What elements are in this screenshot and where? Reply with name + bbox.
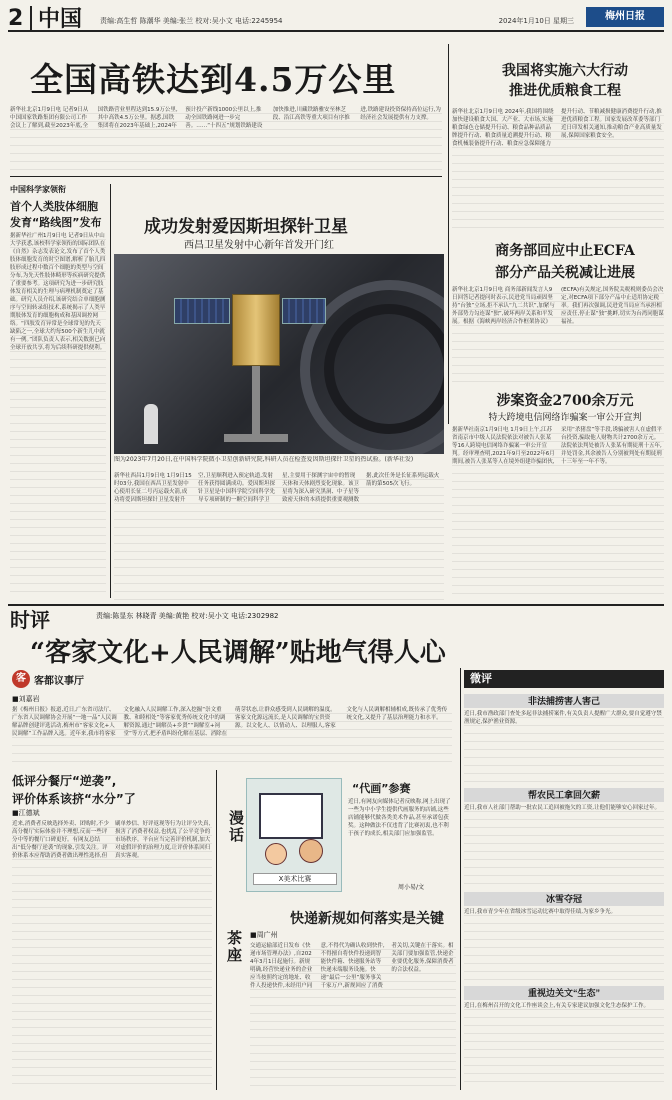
cells-headline-1: 首个人类肢体细胞 (10, 200, 98, 213)
brief-comments-title: 微评 (464, 670, 664, 688)
fraud-article-body: 据新华社南京1月9日电 1月9日上午,江苏省南京市中级人民法院依法对被告人张某等16人跨境电信网络诈骗案一审公开宣判。经审理查明,2021年9月至2022年6月期间,被告人张某等人在境外组建诈骗团伙,采用“杀猪盘”等手段,诱骗被害人在虚假平台投资,骗取他人财物共计2700余万元。法院依法判处被告人张某有期徒刑十五年,并处罚金,其余被告人分别被判处有期徒刑十三年至一年不等。 (452, 426, 664, 600)
meals-headline-2: 评价体系该挤“水分”了 (12, 792, 136, 806)
opinion-editor-credits: 责编:陈显东 林晓青 美编:黄艳 校对:吴小文 电话:2302982 (96, 612, 279, 620)
brief-comments-sidebar (464, 670, 664, 1090)
adult-figure (299, 839, 323, 863)
opinion-headline: “客家文化+人民调解”贴地气得人心 (30, 638, 446, 668)
column-logo-icon: 客 (12, 670, 30, 688)
column-divider (110, 184, 111, 598)
cartoon-box (222, 770, 454, 904)
grain-article-body: 新华社北京1月9日电 2024年,我国将围绕加快建设粮食大国、大产业、大市场,实施粮食绿色仓储提升行动、粮食品种品质品牌提升行动、粮食质量追溯提升行动、粮食机械装备提升行动、粮食应急保障能力提升行动、节粮减损健康消费提升行动,推进优质粮食工程。国家发展改革委等部门近日印发相关通知,推动粮食产业高质量发展,保障国家粮食安全。 (452, 108, 664, 228)
cartoon-illustration (246, 778, 342, 892)
opinion-section-title: 时评 (10, 608, 50, 632)
cartoon-label: 漫话 (227, 810, 245, 844)
cells-article-body: 据新华社广州1月9日电 记者9日从中山大学获悉,该校科学家领衔的国际团队在《自然》杂志发表论文,发布了首个人类肢体细胞发育的时空图谱,解析了胎儿四肢形成过程中数百个细胞的类型与空间分布,为先天性肢体畸形等疾病研究提供了重要参考。这项研究为进一步研究肢体发育相关的生理与病理机制奠定了基础。研究人员介绍,该研究结合单细胞测序与空间转录组技术,系统揭示了人类早期肢体发育的细胞构成和基因调控网络。“四肢发育异常是全球常见的先天缺陷之一,全球大约每500个新生儿中就有一例。”团队负责人表示,相关数据已向全球开放共享,将为后续科研提供便利。 (10, 232, 106, 598)
meals-author: ■江德斌 (12, 809, 40, 817)
column-badge (12, 670, 84, 688)
brief-item-title: 帮农民工拿回欠薪 (464, 788, 664, 802)
lead-article-body: 新华社北京1月9日电 记者9日从中国国家铁路集团有限公司工作会议上了解到,截至2023年底,全国铁路营业里程达到15.9万公里,其中高铁4.5万公里。据悉,国铁集团将在2023年基础上,2024年预计投产新线1000公里以上,推动全国铁路网进一步完善。……“十四五”规划铁路建设加快推进,川藏铁路雅安至林芝段、沿江高铁等重大项目有序推进,铁路建设投资保持高位运行,为经济社会发展提供有力支撑。 (10, 106, 442, 170)
solar-panel (174, 298, 230, 324)
page-number: 2 (8, 6, 24, 31)
tea-column-label: 茶座 (225, 930, 243, 964)
child-figure (265, 843, 287, 865)
page-section-name: 中国 (30, 6, 82, 32)
satellite-article-body: 新华社西昌1月9日电 1月9日15时03分,我国在西昌卫星发射中心使用长征二号丙运载火箭,成功将爱因斯坦探针卫星发射升空,卫星顺利进入预定轨道,发射任务获得圆满成功。爱因斯坦探针卫星是中国科学院空间科学先导专项研制的一颗空间科学卫星,主要用于探测宇宙中的暂现天体和天体剧烈变化现象。该卫星将为深入研究黑洞、中子星等致密天体的本质提供重要观测数据,此次任务是长征系列运载火箭的第505次飞行。 (114, 472, 444, 600)
editor-credits: 责编:高生哲 陈潮华 美编:张兰 校对:吴小文 电话:2245954 (100, 17, 283, 25)
brief-item-body: 近日,我市人社部门帮助一批农民工追回被拖欠的工资,让他们能够安心回家过年。 (464, 804, 664, 886)
express-headline: 快递新规如何落实是关键 (290, 911, 444, 927)
ecfa-headline-2: 部分产品关税减让进展 (495, 265, 635, 281)
column-divider (448, 44, 449, 424)
section-rule (8, 604, 664, 606)
brief-item-body: 近日,我市渔政部门查处多起非法捕捞案件,有关负责人提醒广大群众,要自觉遵守禁渔规定,保护渔业资源。 (464, 710, 664, 782)
satellite-feature (114, 180, 444, 470)
satellite-body (232, 294, 280, 366)
grain-headline-1: 我国将实施六大行动 (502, 63, 628, 79)
ecfa-article-body: 新华社北京1月9日电 商务部新闻发言人9日回答记者提问时表示,民进党当局顽固坚持“台独”立场,拒不承认“九二共识”,加紧与外部势力勾连谋“独”,破坏两岸关系和平发展。根据《海峡两岸经济合作框架协议》(ECFA)有关规定,国务院关税税则委员会决定,对ECFA项下部分产品中止适用协定税率。我们再次强调,民进党当局应当承担相应责任,停止谋“独”挑衅,切实为台湾同胞谋福祉。 (452, 286, 664, 382)
cells-kicker: 中国科学家领衔 (10, 185, 66, 194)
brief-item-body: 近日,在梅州召开的文化工作座谈会上,有关专家建议加强文化生态保护工作。 (464, 1002, 664, 1088)
brief-item-title: 冰雪夺冠 (464, 892, 664, 906)
meals-article-body: 近来,消费者反映选择外卖、团购时,不少高分餐厅实际体验并不理想,反而一些评分中等的餐厅口碑更好。有网友总结出“低分餐厅逆袭”的现象,引发关注。评价体系本应帮助消费者做出理性选择,但刷单炒信、好评返现等行为让评分失真,损害了消费者权益,也扰乱了公平竞争的市场秩序。平台应当完善评价机制,加大对虚假评价的治理力度,让评价体系回归真实客观。 (12, 820, 212, 1090)
page-header (8, 6, 664, 32)
opinion-article-body: 据《梅州日报》报道,近日,广东省司法厅、广东省人民调解协会开展“一地一品”人民调解品牌创建评选活动,梅州市“客家文化+人民调解”工作品牌入选。近年来,我市将客家文化融入人民调解工作,深入挖掘“崇文重教、和睦相处”等客家优秀传统文化中的调解资源,通过“调解员+乡贤”“调解室+祠堂”等方式,把矛盾纠纷化解在基层、消除在萌芽状态,让群众感受到人民调解的温度。客家文化源远流长,是人民调解的宝贵资源。以文化人、以情动人、以理服人,客家文化与人民调解相辅相成,既传承了优秀传统文化,又提升了基层治理能力和水平。 (12, 706, 452, 762)
satellite-subheadline: 西昌卫星发射中心新年首发开门红 (184, 240, 334, 251)
cartoon-credit: 周小易/文 (398, 884, 425, 891)
column-divider (216, 770, 217, 1090)
opinion-author: ■刘嘉岩 (12, 695, 40, 703)
brief-item-title: 重视边关文“生态” (464, 986, 664, 1000)
column-name: 客都议事厅 (34, 675, 84, 687)
newspaper-logo: 梅州日报 (586, 7, 664, 27)
cartoon-headline: “代画”参赛 (352, 782, 411, 795)
solar-panel (282, 298, 326, 324)
ecfa-headline-1: 商务部回应中止ECFA (495, 243, 635, 259)
brief-item-body: 近日,我市青少年在省级冰雪运动比赛中取得佳绩,为家乡争光。 (464, 908, 664, 980)
section-rule (10, 176, 442, 177)
express-article-body: 交通运输部近日发布《快递市场管理办法》,自2024年3月1日起施行。新规明确,经营快递业务的企业应当按照约定的地址、收件人投递快件,未经用户同意,不得代为确认收到快件,不得擅自将快件投递到智能快件箱、快递服务站等快递末端服务设施。快递“最后一公里”服务事关千家万户,新规回应了消费者关切,关键在于落实。相关部门要加强监管,快递企业要优化服务,保障消费者的合法权益。 (250, 942, 456, 1090)
brief-item-title: 非法捕捞害人害己 (464, 694, 664, 708)
meals-headline-1: 低评分餐厅“逆袭”, (12, 774, 117, 788)
cells-headline-2: 发育“路线图”发布 (10, 216, 102, 229)
lead-headline: 全国高铁达到4.5万公里 (30, 60, 397, 99)
express-author: ■周广州 (250, 931, 278, 939)
easel-canvas (259, 793, 323, 839)
grain-headline-2: 推进优质粮食工程 (509, 83, 621, 99)
fraud-subheadline: 特大跨境电信网络诈骗案一审公开宣判 (488, 413, 642, 423)
issue-date: 2024年1月10日 星期三 (498, 17, 574, 25)
satellite-photo-caption: 图为2023年7月20日,在中国科学院微小卫星创新研究院,科研人员在检查爱因斯坦探针卫星的热试验。(新华社发) (114, 456, 414, 463)
cartoon-banner-text: X美术比赛 (253, 873, 337, 885)
fraud-headline: 涉案资金2700余万元 (496, 393, 634, 409)
column-divider (460, 668, 461, 1090)
satellite-photo (114, 254, 444, 454)
cartoon-article-body: 近日,有网友向媒体记者反映称,网上出现了一些为中小学生提供代画服务的店铺,这些店铺能够代做各类美术作品,甚至承诺包获奖。这种做法不仅违背了比赛初衷,也不利于孩子的成长,相关部门应加强监管。 (348, 799, 451, 837)
satellite-headline: 成功发射爱因斯坦探针卫星 (144, 217, 348, 237)
technician-figure (144, 404, 158, 444)
